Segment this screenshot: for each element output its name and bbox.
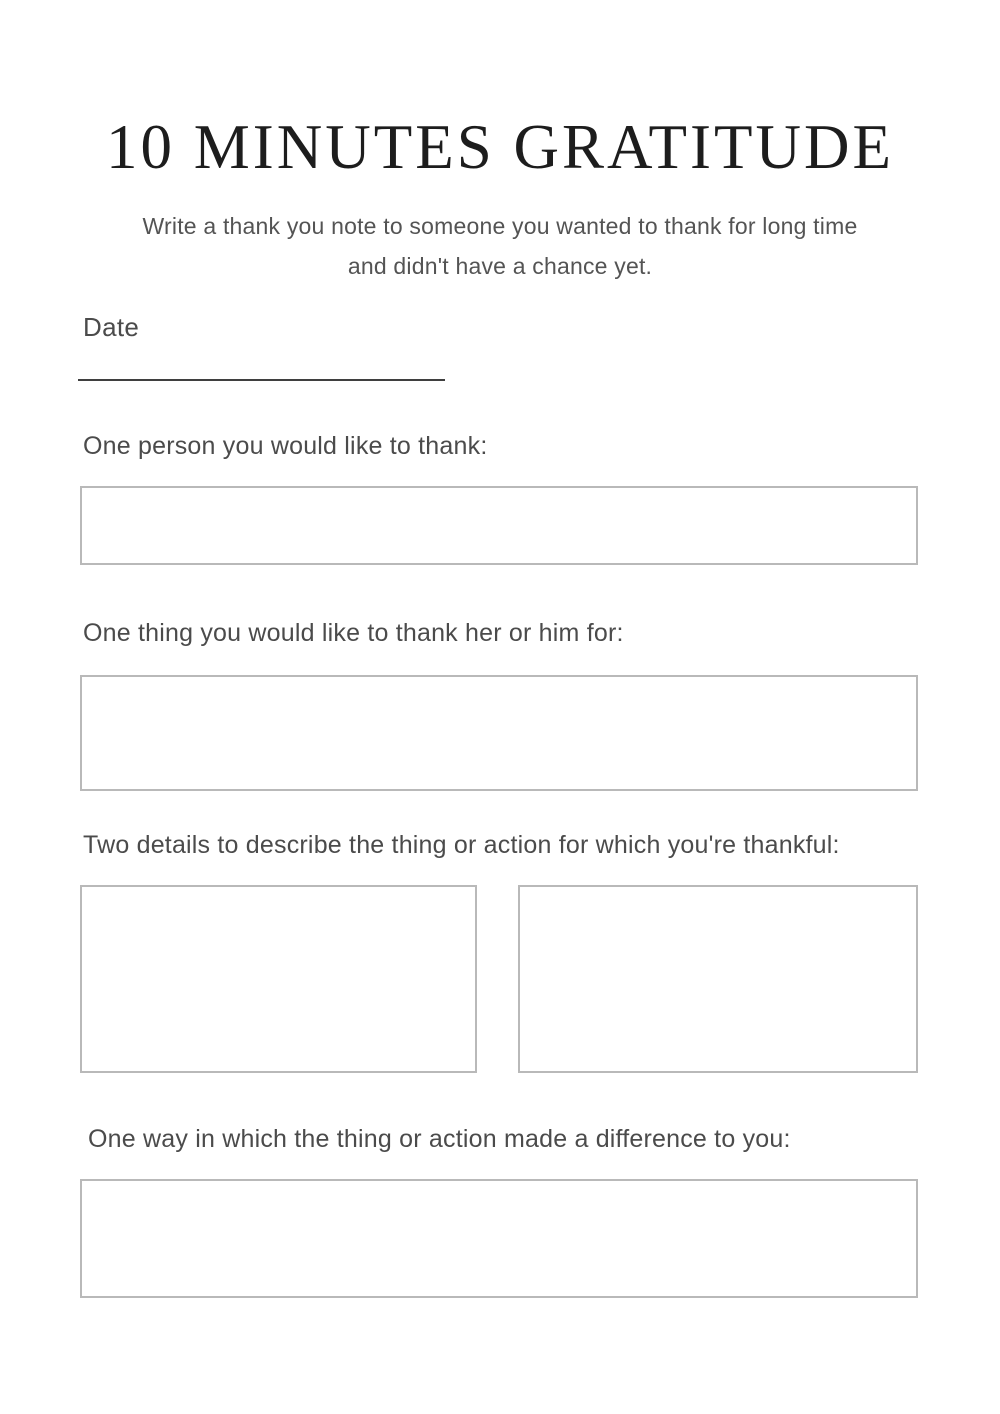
answer-box-detail-2[interactable] (518, 885, 918, 1073)
field-label-difference-made: One way in which the thing or action made a difference to you: (88, 1125, 791, 1153)
answer-box-thing-to-thank-for[interactable] (80, 675, 918, 791)
field-label-person-to-thank: One person you would like to thank: (83, 432, 488, 460)
field-label-thing-to-thank-for: One thing you would like to thank her or him for: (83, 619, 624, 647)
subtitle (0, 206, 1000, 286)
field-label-two-details: Two details to describe the thing or action for which you're thankful: (83, 831, 840, 859)
answer-box-difference-made[interactable] (80, 1179, 918, 1298)
date-underline-field[interactable] (78, 379, 445, 381)
subtitle-line-2: and didn't have a chance yet. (347, 253, 653, 279)
answer-box-detail-1[interactable] (80, 885, 477, 1073)
subtitle-line-1: Write a thank you note to someone you wanted to thank for long time (142, 213, 858, 239)
date-label: Date (83, 312, 140, 342)
page-title: 10 MINUTES GRATITUDE (106, 112, 894, 183)
answer-box-person-to-thank[interactable] (80, 486, 918, 565)
